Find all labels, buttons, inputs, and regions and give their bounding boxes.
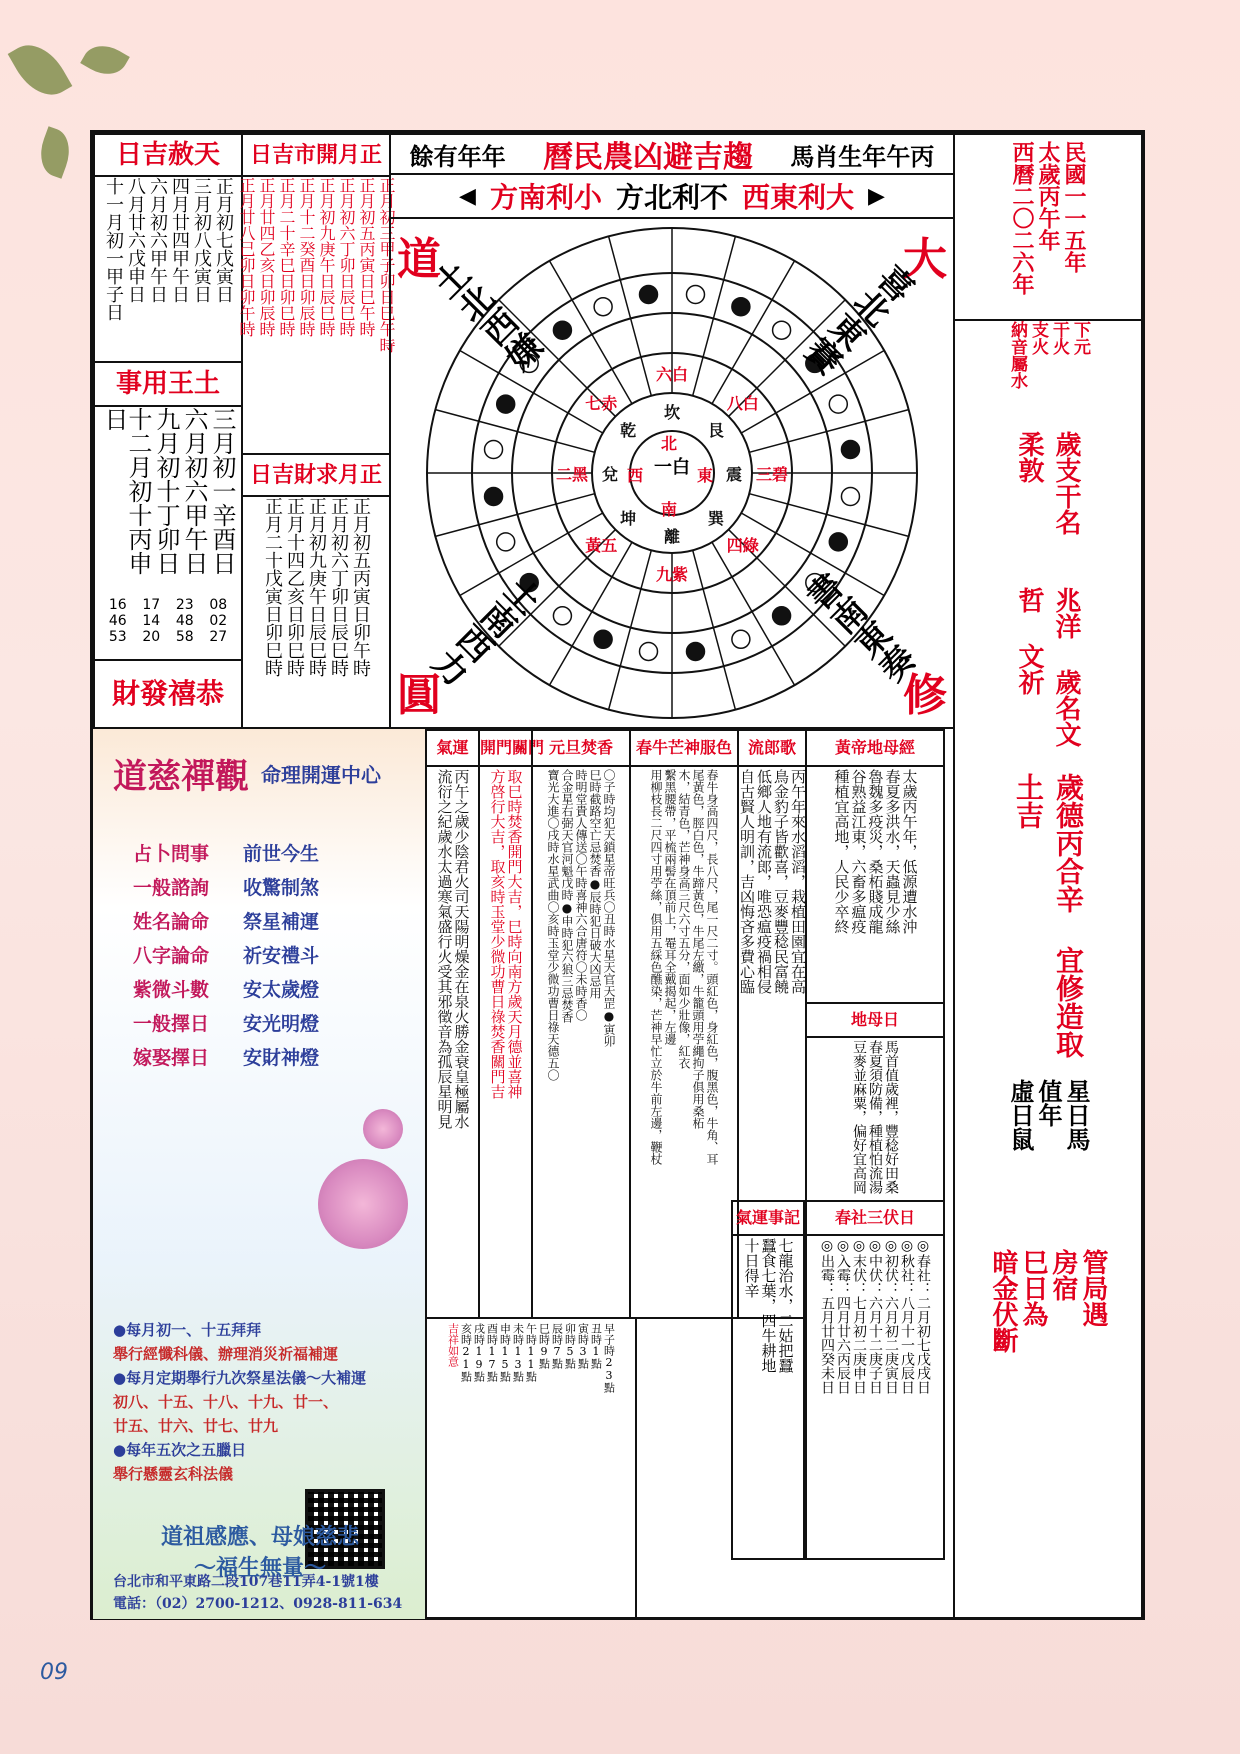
liulang-column: 低鄉人地有流郎，唯恐瘟疫禍相侵 (755, 769, 773, 994)
xing-columns (955, 1079, 1141, 1249)
chart-center-label: 一白 (654, 457, 690, 478)
liulang-column: 丙午年來水滔滔，栽植田園宜在高 (789, 769, 807, 994)
compass-dot (841, 487, 859, 505)
hour-column: 申時15點 (498, 1323, 512, 1382)
chunniu-column: 繫黑腰帶，平梳兩髻在頂前上，罨耳全戴揭起，左邊 (663, 769, 677, 1045)
hour-column: 丑時1點 (589, 1323, 603, 1369)
trigram-label: 巽 (707, 508, 724, 528)
liulang-header: 流郎歌 (739, 731, 805, 767)
nayin-column: 下元 (1070, 321, 1090, 355)
qiyun_ji-header: 氣運事記 (733, 1202, 803, 1236)
tuwang-column: 十二月初十丙申日 (100, 407, 152, 575)
kaishi-column: 正月初五丙寅日巳午時 (357, 177, 376, 337)
service-item: 一般諮詢 (133, 877, 210, 899)
corner-nw-big: 道 (397, 234, 441, 285)
star-label: 七赤 (585, 394, 618, 414)
flower-decoration (318, 1159, 408, 1249)
title-bar (389, 133, 955, 175)
service-item: 安財神燈 (243, 1047, 320, 1069)
service-item: 祭星補運 (243, 911, 320, 933)
year-column: 太歲丙午年 (1035, 141, 1061, 251)
compass-dot (773, 321, 791, 339)
nayin-column: 支火 (1028, 321, 1048, 355)
center-title: 曆民農凶避吉趨 (542, 140, 753, 175)
chunniu-column: 木，結青色，芒神身高三尺六寸五分，面如少壯像，紅衣 (677, 769, 691, 1069)
ad-note: ●每月初一、十五拜拜 (113, 1321, 262, 1339)
compass-area (389, 217, 955, 729)
service-item: 收驚制煞 (243, 877, 320, 899)
ad-address: 台北市和平東路二段107巷11弄4-1號1樓 (113, 1574, 379, 1590)
hour-column: 巳時9點 (537, 1323, 551, 1369)
kaishi-column: 正月初三甲子卯日巳午時 (377, 177, 396, 353)
xing-column: 虛日鼠 (1006, 1079, 1035, 1151)
tuwang-columns (95, 407, 241, 597)
hour-column: 早子時23點 (602, 1323, 616, 1393)
diti-column: 太歲丙午年，低源遭水沖 (900, 769, 919, 934)
kaishi-column: 正月二十辛巳日卯巳時 (277, 177, 296, 337)
caiqiu-columns (243, 497, 389, 727)
hour-column: 未時13點 (511, 1323, 525, 1382)
ju-columns (955, 1249, 1141, 1509)
ad-note: ●每月定期舉行九次祭星法儀～大補運 (113, 1369, 367, 1387)
dimu-column: 豆麥並麻粟，偏好宜高岡 (851, 1040, 867, 1194)
compass-dot (732, 630, 750, 648)
compass-dot (594, 298, 612, 316)
ad-note: 舉行懸靈玄科法儀 (113, 1465, 234, 1483)
tianshe-header: 日吉赦天 (95, 135, 241, 177)
chunshe-box (805, 1200, 945, 1560)
kaishi-box (237, 133, 396, 455)
tuwang-column: 六月初六甲午日 (180, 407, 208, 575)
leaf-decoration (80, 37, 130, 83)
left-title: 餘有年年 (409, 141, 506, 171)
chunshe-header: 春社三伏日 (807, 1202, 943, 1236)
compass-dot (485, 441, 503, 459)
gongxi-box (93, 659, 243, 729)
chunniu-column: 春牛身高四尺，長八尺，尾一尺二寸。頭紅色，身紅色，腹黑色，牛角、耳 (705, 769, 719, 1165)
liulang-column: 鳥金豹子皆歡喜，豆麥豐稔民富饒 (772, 769, 790, 994)
kaimen-column: 取巳時焚香開門大吉，巳時向南方歲天月德並喜神 (505, 769, 524, 1099)
kaishi-column: 正月初六丁卯日辰巳時 (337, 177, 356, 337)
corner-sw-text: 土南西力 (422, 566, 548, 691)
trigram-label: 兌 (601, 465, 618, 484)
trigram-label: 離 (663, 527, 680, 546)
corner-ne-text: 喜北東賽 (795, 254, 921, 379)
right-title: 馬肖生年午丙 (790, 141, 935, 171)
kaishi-header: 日吉市開月正 (243, 135, 389, 177)
direction-eastwest: 西東利大 (742, 181, 855, 214)
yuandan-box (531, 729, 631, 1319)
kaimen-box (478, 729, 545, 1319)
chart-inner-west: 西 (627, 466, 644, 485)
chunshe-column: ◎出霉：五月廿四癸未日 (819, 1238, 835, 1394)
ju-column: 管局遇 (1078, 1249, 1108, 1327)
nayin-column: 納音屬水 (1007, 321, 1027, 389)
compass-dot (732, 298, 750, 316)
star-label: 九紫 (655, 565, 688, 584)
service-item: 紫微斗數 (133, 979, 210, 1001)
qiyun-column: 丙午之歲少陰君火司天陽明燥金在泉火勝金衰皇極屬水 (452, 769, 471, 1129)
service-item: 占卜問事 (133, 843, 210, 865)
direction-banner: ◀ 方南利小 方北利不 西東利大 ▶ (389, 173, 955, 219)
compass-dot (640, 286, 658, 304)
service-item: 嫁娶擇日 (133, 1047, 210, 1069)
chunshe-column: ◎春社：二月初七戊戌日 (915, 1238, 931, 1394)
diti-column: 魯魏多疫災，桑柘賤成龍 (866, 769, 885, 934)
compass-dot (497, 395, 515, 413)
caiqiu-column: 正月初五丙寅日卯午時 (350, 497, 371, 677)
star-label: 八白 (726, 394, 759, 414)
suici-text: 歲支干名 柔敦 (1014, 431, 1081, 535)
ad-note: ●每年五次之五臘日 (113, 1441, 247, 1459)
tianshe-box (93, 133, 243, 363)
kaishi-column: 正月廿八己卯日卯午時 (237, 177, 256, 337)
slogan-line2: ～福生無量～ (193, 1555, 326, 1581)
compass-dot (841, 441, 859, 459)
slogan-line1: 道祖感應、母娘慈悲 (160, 1524, 359, 1550)
qiyun-box (425, 729, 480, 1319)
chunniu-column: 尾黃色，脛白色，牛蹄黃色，牛尾左繳，牛籠頭用苧繩拘子俱用桑柘 (691, 769, 705, 1129)
diti-box (805, 729, 945, 1004)
service-item: 八字論命 (133, 945, 210, 967)
bottom-section (425, 729, 955, 1619)
compass-dot (773, 607, 791, 625)
chunshe-column: ◎末伏：七月初二庚申日 (851, 1238, 867, 1394)
nayin-column: 干火 (1049, 321, 1069, 355)
diti-column: 春夏多洪水，天蟲見少絲 (883, 769, 902, 934)
chunshe-column: ◎入霉：四月廿六丙辰日 (835, 1238, 851, 1394)
caiqiu-column: 正月二十戊寅日卯巳時 (262, 497, 283, 677)
diti-header: 黃帝地母經 (807, 731, 943, 767)
ad-phone: 電話：（02）2700-1212、0928-811-634 (113, 1596, 403, 1612)
tuwang-time: 17 14 20 (142, 597, 161, 645)
xing-column: 值年 (1034, 1079, 1063, 1127)
taisui-text: 兆洋 歲名文哲 文祈 (1014, 587, 1081, 747)
tuwang-column: 九月初十丁卯日 (152, 407, 180, 575)
yuandan-header: 元旦焚香 (533, 731, 629, 767)
qiyun_ji-column: 十日得辛 (742, 1238, 761, 1298)
tianshe-column: 四月廿四甲午日 (169, 177, 190, 303)
hour-column: 午時11點 (524, 1323, 538, 1382)
chunshe-column: ◎中伏：六月十二庚子日 (867, 1238, 883, 1394)
compass-dot (485, 487, 503, 505)
kaishi-column: 正月十二癸酉日卯辰時 (297, 177, 316, 337)
almanac-frame (90, 130, 1145, 1620)
tianshe-column: 三月初八戊寅日 (191, 177, 212, 303)
caiqiu-box (241, 453, 391, 729)
chunniu-header: 春牛芒神服色 (631, 731, 737, 767)
leaf-decoration (33, 126, 77, 179)
hour-column: 戌時19點 (472, 1323, 486, 1382)
chart-inner-east: 東 (697, 466, 714, 485)
chunshe-column: ◎初伏：六月初二庚寅日 (883, 1238, 899, 1394)
tuwang-column: 三月初一辛酉日 (208, 407, 236, 575)
yuandan-column: 寶光大進〇戌時水星武曲〇亥時玉堂少微功曹日祿天德五〇 (546, 769, 560, 1081)
suide-text: 歲德丙合辛 宜修造取土吉 (1012, 773, 1085, 1058)
page-number: 09 (40, 1660, 68, 1685)
star-label: 四綠 (726, 535, 759, 555)
ad-subtitle: 命理開運中心 (261, 763, 381, 787)
dimu-box (805, 1002, 945, 1202)
tuwang-header: 事用王土 (95, 363, 241, 407)
ad-note: 舉行經懺科儀、辦理消災祈福補運 (113, 1345, 339, 1363)
kaishi-columns (237, 177, 396, 452)
compass-dot (553, 607, 571, 625)
ju-column: 暗金伏斷 (988, 1249, 1018, 1353)
flower-decoration (363, 1109, 403, 1149)
tianshe-column: 十一月初一甲子日 (103, 177, 124, 321)
hour-column: 酉時17點 (485, 1323, 499, 1382)
year-columns (955, 135, 1141, 325)
caiqiu-column: 正月初九庚午日辰巳時 (306, 497, 327, 677)
service-item: 祈安禮斗 (243, 945, 320, 967)
trigram-label: 震 (725, 465, 742, 484)
ad-title: 道慈禪觀 (113, 757, 249, 797)
star-label: 黃五 (585, 535, 618, 555)
trigram-label: 坤 (620, 508, 637, 528)
direction-south: 方南利小 (489, 181, 602, 214)
chunniu-box (629, 729, 739, 1319)
compass-dot (829, 533, 847, 551)
dimu-column: 馬首值歲裡，豐稔好田桑 (883, 1040, 899, 1194)
star-label: 三碧 (755, 465, 788, 484)
tianshe-columns (95, 177, 241, 362)
dimu-header: 地母日 (807, 1004, 943, 1038)
dimu-column: 春夏須防備，種植怕流湯 (867, 1040, 883, 1194)
diti-column: 種植宜高地，人民少卒終 (832, 769, 851, 934)
tianshe-column: 六月初六甲午日 (147, 177, 168, 303)
compass-dot (594, 630, 612, 648)
kaishi-column: 正月初九庚午日辰巳時 (317, 177, 336, 337)
year-column: 民國一一五年 (1061, 141, 1087, 273)
year-box (953, 133, 1143, 321)
corner-ne-big: 大 (903, 234, 947, 285)
liulang-column: 自古賢人明訓，吉凶悔吝多費心臨 (738, 769, 756, 994)
year-column: 西曆二〇二六年 (1009, 141, 1035, 295)
right-info (953, 319, 1143, 1619)
service-item: 姓名論命 (133, 911, 210, 933)
tuwang-time: 23 48 58 (175, 597, 194, 645)
qiyun-header: 氣運 (427, 731, 478, 767)
compass-dot (829, 395, 847, 413)
yuandan-column: 〇子時均犯天鎖星帝旺兵〇丑時水星天官天罡●寅卯 (602, 769, 616, 1047)
tuwang-time: 08 02 27 (209, 597, 228, 645)
caiqiu-header: 日吉財求月正 (243, 455, 389, 497)
kaimen-column: 方啓行大吉，取亥時玉堂少微功曹日祿焚香關門吉 (488, 769, 507, 1099)
compass-dot (553, 321, 571, 339)
tuwang-times (95, 597, 241, 645)
chart-inner-north: 北 (661, 434, 678, 453)
corner-sw-big: 圓 (397, 670, 441, 721)
trigram-label: 坎 (663, 403, 680, 422)
leaf-decoration (8, 34, 73, 106)
yuandan-column: 合金星右弼天官河魁戊時●申時犯六狼三忌焚香 (560, 769, 574, 1023)
hour-column: 寅時3點 (576, 1323, 590, 1369)
service-item: 前世今生 (243, 843, 320, 865)
direction-north: 方北利不 (615, 181, 728, 214)
yuandan-column: 時明堂貴人傳送〇午時喜神六合唐符〇未時香〇 (574, 769, 588, 1021)
ad-note: 初八、十五、十八、十九、廿一、 (113, 1393, 339, 1411)
star-label: 二黑 (555, 465, 588, 484)
tuwang-box (93, 361, 243, 661)
compass-dot (686, 642, 704, 660)
service-item: 一般擇日 (133, 1013, 210, 1035)
qiyun_ji-column: 七龍治水，二姑把蠶 (776, 1238, 795, 1373)
diti-column: 谷熟益江東，六畜多瘟疫 (849, 769, 868, 934)
caiqiu-column: 正月十四乙亥日卯巳時 (284, 497, 305, 677)
tianshe-column: 八月廿六戊申日 (125, 177, 146, 303)
chunshe-column: ◎秋社：八月十一戊辰日 (899, 1238, 915, 1394)
qiyun_ji-box (731, 1200, 805, 1560)
ju-column: 巳日為 (1018, 1249, 1048, 1327)
caiqiu-column: 正月初六丁卯日辰巳時 (328, 497, 349, 677)
yuandan-column: 巳時截路空亡忌焚香●辰時犯日破大凶忌用 (588, 769, 602, 999)
chunniu-column: 用柳枝長二尺四寸用苧絲，俱用五綵色醮染，芒神早忙立於牛前左邊，鞭杖 (649, 769, 663, 1165)
gongxi-text: 財發禧恭 (111, 677, 224, 710)
service-item: 安太歲燈 (243, 979, 320, 1001)
hours-label: 吉祥如意 (446, 1323, 460, 1367)
tianshe-column: 正月初七戊寅日 (213, 177, 234, 303)
corner-nw-text: 土北西嫌 (422, 255, 548, 380)
hour-column: 辰時7點 (550, 1323, 564, 1369)
corner-se-big: 修 (903, 670, 947, 721)
compass-dot (686, 286, 704, 304)
kaishi-column: 正月廿四乙亥日卯辰時 (257, 177, 276, 337)
compass-dot (497, 533, 515, 551)
ad-slogan (110, 1520, 410, 1582)
star-label: 六白 (655, 365, 688, 384)
trigram-label: 艮 (707, 421, 724, 441)
hour-column: 亥時21點 (459, 1323, 473, 1382)
xing-column: 星日馬 (1062, 1079, 1091, 1151)
chart-inner-south: 南 (661, 500, 678, 519)
kaimen-header: 開門關門 (480, 731, 531, 767)
tuwang-time: 16 46 53 (108, 597, 127, 645)
qiyun-column: 流衍之紀歲水太過寒氣盛行火受其邪徵音為孤辰星明見 (435, 769, 454, 1129)
trigram-label: 乾 (620, 421, 637, 441)
service-item: 安光明燈 (243, 1013, 320, 1035)
ad-panel (93, 729, 427, 1619)
ad-note: 廿五、廿六、廿七、廿九 (113, 1417, 279, 1435)
qiyun_ji-column: 蠶食七葉，四牛耕地 (759, 1238, 778, 1373)
hours-box (425, 1317, 637, 1619)
nayin-columns (955, 321, 1141, 431)
ju-column: 房宿 (1048, 1249, 1078, 1301)
compass-dot (640, 642, 658, 660)
corner-se-text: 書南東奏 (795, 567, 921, 692)
hour-column: 卯時5點 (563, 1323, 577, 1369)
